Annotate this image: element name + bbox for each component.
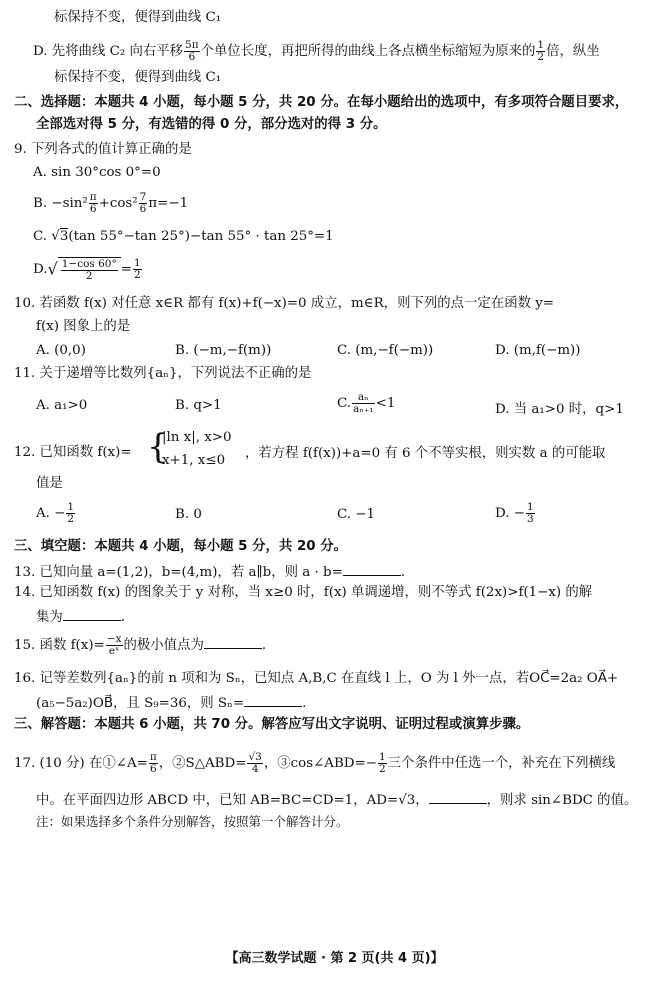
section-heading: 三、解答题：本题共 6 小题，共 70 分。解答应写出文字说明、证明过程或演算步骤。 [14, 717, 530, 732]
question-12: 12. 已知函数 f(x)= [14, 445, 132, 460]
question-11-option-d: D. 当 a₁>0 时，q>1 [495, 402, 624, 417]
piecewise-case-2: x+1, x≤0 [162, 453, 226, 468]
option-d-text: D. 先将曲线 C₂ 向右平移 $\frac{5\pi}{6}$ 个单位长度，再把所得的曲线上各点横坐标缩短为原来的 $\frac{1}{2}$ 倍，纵坐 [33, 39, 600, 64]
fraction: $\frac{\pi}{6}$ [89, 191, 97, 216]
question-10-option-c: C. (m,−f(−m)) [337, 343, 434, 358]
question-12-option-d: D. − $\frac{1}{3}$ [495, 501, 534, 526]
question-10-option-b: B. (−m,−f(m)) [175, 343, 272, 358]
question-17: 17. (10 分) 在①∠A= $\frac{\pi}{6}$ ，②S△ABD= $\frac{√3}{4}$ ，③cos∠ABD=− $\frac{1}{2}$ 三个条件中任选一个，补充在下列横线 [14, 751, 616, 776]
question-11-option-b: B. q>1 [175, 398, 222, 413]
question-9: 9. 下列各式的值计算正确的是 [14, 142, 192, 157]
question-12-option-c: C. −1 [337, 507, 376, 522]
fraction: $\frac{1-\cos 60^\circ}{2}$ [61, 258, 117, 283]
question-17-note: 注：如果选择多个条件分别解答，按照第一个解答计分。 [36, 814, 349, 829]
question-12-cont: ，若方程 f(f(x))+a=0 有 6 个不等实根，则实数 a 的可能取 [245, 446, 606, 461]
question-16: 16. 记等差数列{aₙ}的前 n 项和为 Sₙ，已知点 A,B,C 在直线 l 上，O 为 l 外一点，若OC⃗=2a₂ OA⃗+ [14, 671, 619, 686]
piecewise-case-1: |ln x|, x>0 [162, 430, 232, 445]
text-line: 标保持不变，便得到曲线 C₁ [54, 10, 222, 25]
answer-blank[interactable] [343, 563, 401, 576]
answer-blank[interactable] [63, 608, 121, 621]
fraction: $\frac{1}{3}$ [527, 501, 534, 526]
fraction: $\frac{-x}{\text{eˣ}}$ [106, 633, 122, 658]
question-11-option-a: A. a₁>0 [36, 398, 88, 413]
answer-blank[interactable] [204, 636, 262, 649]
answer-blank[interactable] [429, 791, 487, 804]
fraction: $\frac{5\pi}{6}$ [185, 39, 199, 64]
question-9-option-b: B. −sin² $\frac{\pi}{6}$ +cos² $\frac{7}{6}$ π=−1 [33, 191, 189, 216]
radical-sign: √ [47, 259, 58, 279]
question-10-option-d: D. (m,f(−m)) [495, 343, 581, 358]
question-9-option-c: C. √3(tan 55°−tan 25°)−tan 55° · tan 25°=1 [33, 229, 334, 244]
fraction: $\frac{1}{2}$ [133, 257, 141, 282]
question-11: 11. 关于递增等比数列{aₙ}，下列说法不正确的是 [14, 366, 312, 381]
question-10-cont: f(x) 图象上的是 [36, 319, 131, 334]
fraction: $\frac{1}{2}$ [537, 39, 545, 64]
section-heading: 二、选择题：本题共 4 小题，每小题 5 分，共 20 分。在每小题给出的选项中，有多项符合题目要求， [14, 95, 629, 110]
question-16-cont: (a₅−5a₂)OB⃗，且 S₉=36，则 Sₙ= . [36, 696, 307, 711]
fraction: $\frac{\pi}{6}$ [149, 751, 157, 776]
answer-blank[interactable] [244, 694, 302, 707]
question-9-option-a: A. sin 30°cos 0°=0 [33, 165, 161, 180]
question-14: 14. 已知函数 f(x) 的图象关于 y 对称，当 x≥0 时，f(x) 单调递增，则不等式 f(2x)>f(1−x) 的解 [14, 585, 593, 600]
question-12-option-a: A. − $\frac{1}{2}$ [36, 501, 75, 526]
fraction: $\frac{1}{2}$ [67, 501, 75, 526]
section-heading-cont: 全部选对得 5 分，有选错的得 0 分，部分选对的得 3 分。 [36, 117, 387, 132]
brace-symbol: { [147, 427, 169, 467]
question-13: 13. 已知向量 a=(1,2)，b=(4,m)，若 a∥b，则 a · b= . [14, 565, 406, 580]
question-17-cont: 中。在平面四边形 ABCD 中，已知 AB=BC=CD=1，AD=√3， ，则求 sin∠BDC 的值。 [36, 793, 638, 808]
question-14-cont: 集为 . [36, 610, 126, 625]
question-10-option-a: A. (0,0) [36, 343, 86, 358]
fraction: $\frac{1}{2}$ [378, 751, 386, 776]
question-10: 10. 若函数 f(x) 对任意 x∈R 都有 f(x)+f(−x)=0 成立，m∈R，则下列的点一定在函数 y= [14, 296, 555, 311]
fraction: $\frac{7}{6}$ [139, 191, 147, 216]
question-15: 15. 函数 f(x)= $\frac{-x}{\text{eˣ}}$ 的极小值点为 . [14, 633, 267, 658]
question-12-option-b: B. 0 [175, 507, 202, 522]
fraction: $\frac{√3}{4}$ [248, 751, 262, 776]
page-footer: 【高三数学试题 · 第 2 页(共 4 页)】 [225, 951, 444, 966]
fraction: $\frac{\text{aₙ}}{\text{aₙ₊₁}}$ [353, 391, 374, 416]
question-9-option-d: D.√ $\frac{1-\cos 60^\circ}{2}$ = $\frac{1}{2}$ [33, 257, 141, 283]
section-heading: 三、填空题：本题共 4 小题，每小题 5 分，共 20 分。 [14, 539, 348, 554]
question-12-cont2: 值是 [36, 476, 63, 491]
question-11-option-c: C. $\frac{\text{aₙ}}{\text{aₙ₊₁}}$ <1 [337, 391, 396, 416]
text-line: 标保持不变，便得到曲线 C₁ [54, 70, 222, 85]
